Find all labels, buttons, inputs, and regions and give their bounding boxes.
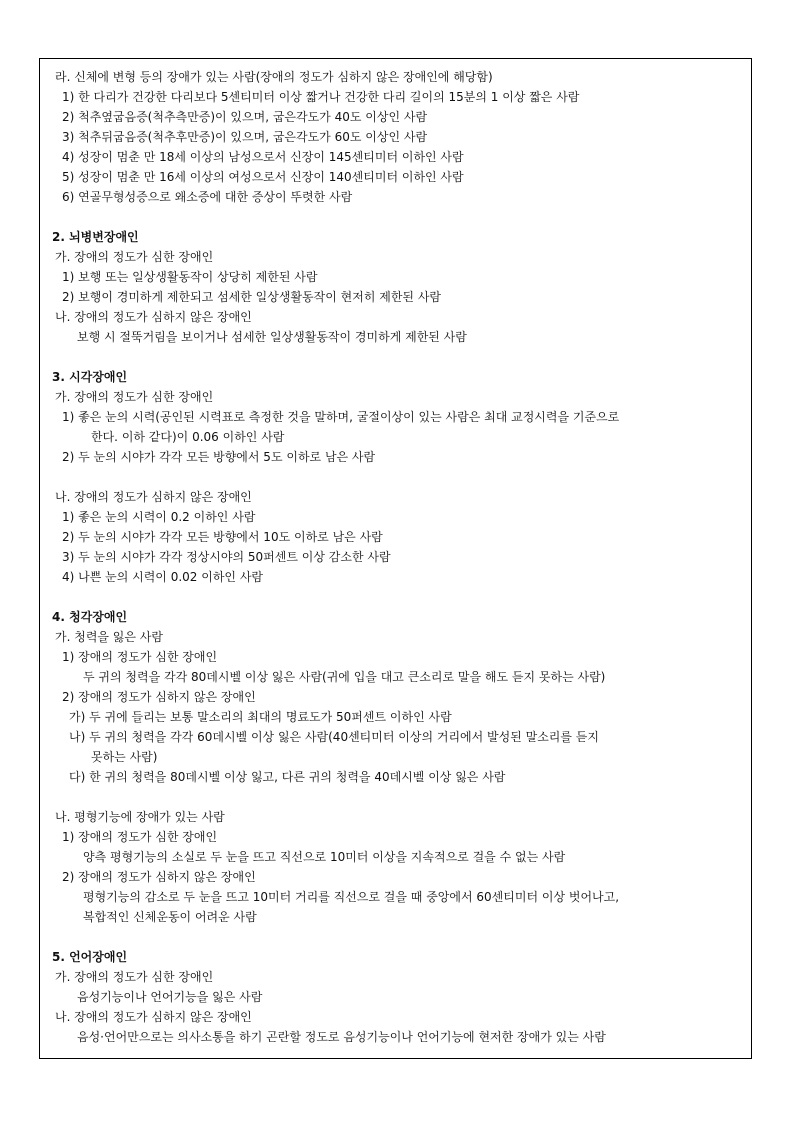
sub-list-item: 나) 두 귀의 청력을 각각 60데시벨 이상 잃은 사람(40센티미터 이상의 거리에서 발성된 말소리를 듣지	[69, 730, 599, 744]
subsection-heading: 라. 신체에 변형 등의 장애가 있는 사람(장애의 정도가 심하지 않은 장애인에 해당함)	[55, 70, 493, 84]
sub-list-item: 가) 두 귀에 들리는 보통 말소리의 최대의 명료도가 50퍼센트 이하인 사람	[69, 710, 452, 724]
paragraph: 보행 시 절뚝거림을 보이거나 섬세한 일상생활동작이 경미하게 제한된 사람	[77, 330, 467, 344]
paragraph: 두 귀의 청력을 각각 80데시벨 이상 잃은 사람(귀에 입을 대고 큰소리로 말을 해도 듣지 못하는 사람)	[83, 670, 606, 684]
list-item: 2) 장애의 정도가 심하지 않은 장애인	[62, 870, 256, 884]
list-item: 3) 두 눈의 시야가 각각 정상시야의 50퍼센트 이상 감소한 사람	[62, 550, 391, 564]
list-item: 6) 연골무형성증으로 왜소증에 대한 증상이 뚜렷한 사람	[62, 190, 353, 204]
list-item: 2) 보행이 경미하게 제한되고 섬세한 일상생활동작이 현저히 제한된 사람	[62, 290, 442, 304]
list-item: 2) 두 눈의 시야가 각각 모든 방향에서 5도 이하로 남은 사람	[62, 450, 376, 464]
paragraph: 평형기능의 감소로 두 눈을 뜨고 10미터 거리를 직선으로 걸을 때 중앙에서 60센티미터 이상 벗어나고,	[83, 890, 620, 904]
subsection-heading: 나. 평형기능에 장애가 있는 사람	[55, 810, 225, 824]
paragraph: 음성기능이나 언어기능을 잃은 사람	[77, 990, 263, 1004]
list-item: 1) 장애의 정도가 심한 장애인	[62, 650, 218, 664]
sub-list-item-continuation: 못하는 사람)	[91, 750, 158, 764]
subsection-heading: 나. 장애의 정도가 심하지 않은 장애인	[55, 310, 252, 324]
section-heading: 3. 시각장애인	[52, 370, 128, 384]
section-heading: 5. 언어장애인	[52, 950, 128, 964]
list-item: 1) 한 다리가 건강한 다리보다 5센티미터 이상 짧거나 건강한 다리 길이의 15분의 1 이상 짧은 사람	[62, 90, 580, 104]
section-heading: 2. 뇌병변장애인	[52, 230, 139, 244]
list-item-continuation: 한다. 이하 같다)이 0.06 이하인 사람	[91, 430, 285, 444]
section-heading: 4. 청각장애인	[52, 610, 128, 624]
document-frame	[39, 58, 752, 1059]
list-item: 3) 척추뒤굽음증(척추후만증)이 있으며, 굽은각도가 60도 이상인 사람	[62, 130, 428, 144]
list-item: 2) 장애의 정도가 심하지 않은 장애인	[62, 690, 256, 704]
list-item: 1) 좋은 눈의 시력(공인된 시력표로 측정한 것을 말하며, 굴절이상이 있는 사람은 최대 교정시력을 기준으로	[62, 410, 620, 424]
subsection-heading: 가. 장애의 정도가 심한 장애인	[55, 250, 214, 264]
list-item: 1) 보행 또는 일상생활동작이 상당히 제한된 사람	[62, 270, 318, 284]
subsection-heading: 나. 장애의 정도가 심하지 않은 장애인	[55, 490, 252, 504]
list-item: 2) 두 눈의 시야가 각각 모든 방향에서 10도 이하로 남은 사람	[62, 530, 383, 544]
list-item: 1) 장애의 정도가 심한 장애인	[62, 830, 218, 844]
subsection-heading: 가. 장애의 정도가 심한 장애인	[55, 390, 214, 404]
sub-list-item: 다) 한 귀의 청력을 80데시벨 이상 잃고, 다른 귀의 청력을 40데시벨 이상 잃은 사람	[69, 770, 506, 784]
paragraph: 복합적인 신체운동이 어려운 사람	[83, 910, 257, 924]
subsection-heading: 가. 청력을 잃은 사람	[55, 630, 163, 644]
list-item: 4) 나쁜 눈의 시력이 0.02 이하인 사람	[62, 570, 264, 584]
paragraph: 음성·언어만으로는 의사소통을 하기 곤란할 정도로 음성기능이나 언어기능에 현저한 장애가 있는 사람	[77, 1030, 606, 1044]
list-item: 4) 성장이 멈춘 만 18세 이상의 남성으로서 신장이 145센티미터 이하인 사람	[62, 150, 464, 164]
list-item: 1) 좋은 눈의 시력이 0.2 이하인 사람	[62, 510, 256, 524]
list-item: 2) 척추옆굽음증(척추측만증)이 있으며, 굽은각도가 40도 이상인 사람	[62, 110, 428, 124]
list-item: 5) 성장이 멈춘 만 16세 이상의 여성으로서 신장이 140센티미터 이하인 사람	[62, 170, 464, 184]
subsection-heading: 나. 장애의 정도가 심하지 않은 장애인	[55, 1010, 252, 1024]
subsection-heading: 가. 장애의 정도가 심한 장애인	[55, 970, 214, 984]
paragraph: 양측 평형기능의 소실로 두 눈을 뜨고 직선으로 10미터 이상을 지속적으로 걸을 수 없는 사람	[83, 850, 566, 864]
